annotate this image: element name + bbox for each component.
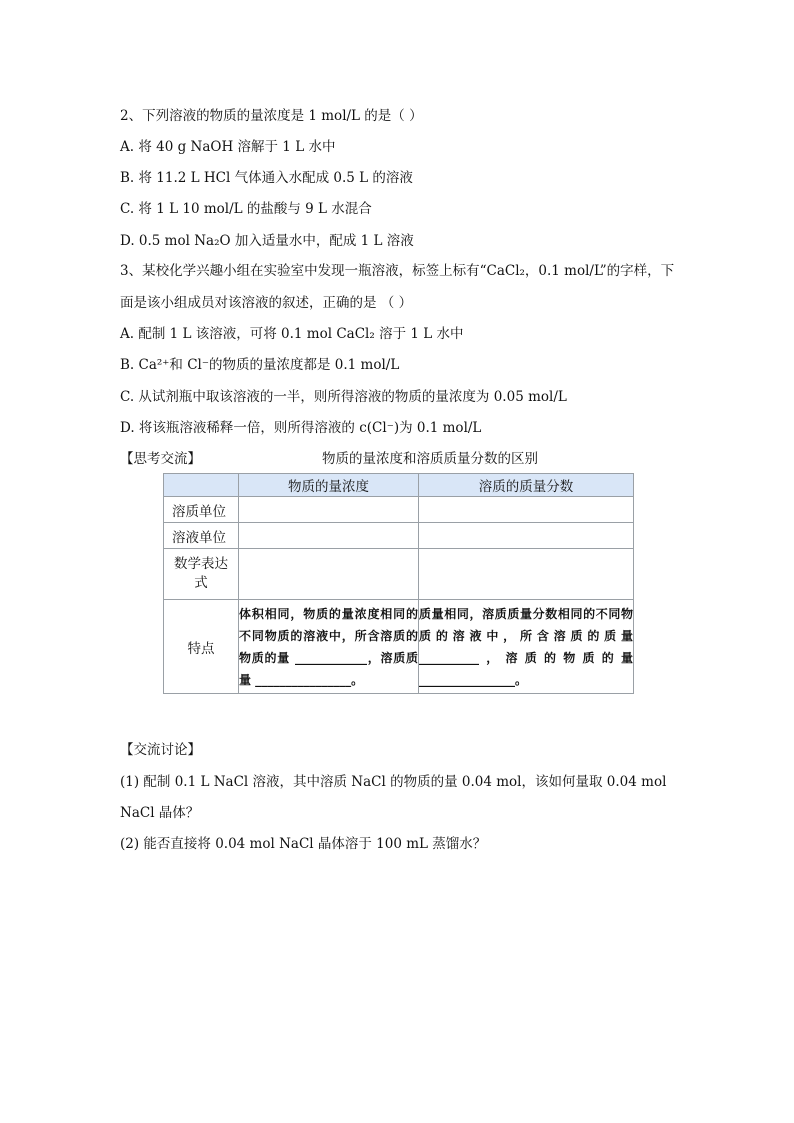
question-3-option-b: B. Ca²⁺和 Cl⁻的物质的量浓度都是 0.1 mol/L xyxy=(120,357,400,373)
table-row xyxy=(164,523,634,549)
cell-solution-unit-mass-fraction[interactable] xyxy=(419,523,634,549)
cell-solution-unit-molarity[interactable] xyxy=(239,523,419,549)
discuss-question-1-line1: (1) 配制 0.1 L NaCl 溶液，其中溶质 NaCl 的物质的量 0.04 mol，该如何量取 0.04 mol xyxy=(120,774,667,790)
question-3-option-a: A. 配制 1 L 该溶液，可将 0.1 mol CaCl₂ 溶于 1 L 水中 xyxy=(120,326,464,342)
discuss-question-2: (2) 能否直接将 0.04 mol NaCl 晶体溶于 100 mL 蒸馏水？ xyxy=(120,836,487,852)
row-label-solution-unit: 溶液单位 xyxy=(164,523,239,549)
question-2-option-a: A. 将 40 g NaOH 溶解于 1 L 水中 xyxy=(120,139,336,155)
question-2-option-d: D. 0.5 mol Na₂O 加入适量水中，配成 1 L 溶液 xyxy=(120,233,414,249)
discuss-question-1-line2: NaCl 晶体？ xyxy=(120,805,200,821)
cell-formula-molarity[interactable] xyxy=(239,549,419,600)
cell-formula-mass-fraction[interactable] xyxy=(419,549,634,600)
table-header-empty xyxy=(164,474,239,497)
table-row xyxy=(164,549,634,600)
question-3-option-d: D. 将该瓶溶液稀释一倍，则所得溶液的 c(Cl⁻)为 0.1 mol/L xyxy=(120,420,482,436)
row-label-solute-unit: 溶质单位 xyxy=(164,497,239,523)
question-2-option-c: C. 将 1 L 10 mol/L 的盐酸与 9 L 水混合 xyxy=(120,201,372,217)
cell-feature-molarity: 体积相同，物质的量浓度相同的不同物质的溶液中，所含溶质的物质的量 ____________，溶质质量 ________________。 xyxy=(239,600,419,694)
comparison-table xyxy=(163,473,634,694)
question-3-stem-line2: 面是该小组成员对该溶液的叙述，正确的是 （ ） xyxy=(120,295,413,311)
table-row xyxy=(164,600,634,694)
cell-solute-unit-molarity[interactable] xyxy=(239,497,419,523)
table-header-row xyxy=(164,474,634,497)
question-3-option-c: C. 从试剂瓶中取该溶液的一半，则所得溶液的物质的量浓度为 0.05 mol/L xyxy=(120,389,567,405)
question-2-option-b: B. 将 11.2 L HCl 气体通入水配成 0.5 L 的溶液 xyxy=(120,170,413,186)
table-header-mass-fraction: 溶质的质量分数 xyxy=(419,474,634,497)
row-label-formula: 数学表达式 xyxy=(164,549,239,600)
table-row xyxy=(164,497,634,523)
row-label-feature: 特点 xyxy=(164,600,239,694)
table-header-molarity: 物质的量浓度 xyxy=(239,474,419,497)
discuss-heading: 【交流讨论】 xyxy=(120,742,201,758)
cell-feature-mass-fraction: 质量相同，溶质质量分数相同的不同物质的溶液中，所含溶质的质量 __________，溶质的物质的量________________。 xyxy=(419,600,634,694)
cell-solute-unit-mass-fraction[interactable] xyxy=(419,497,634,523)
table-title: 物质的量浓度和溶质质量分数的区别 xyxy=(322,451,538,467)
question-3-stem-line1: 3、某校化学兴趣小组在实验室中发现一瓶溶液，标签上标有“CaCl₂，0.1 mol/L”的字样，下 xyxy=(120,263,675,279)
think-heading: 【思考交流】 xyxy=(120,451,201,467)
question-2-stem: 2、下列溶液的物质的量浓度是 1 mol/L 的是（ ） xyxy=(120,108,423,124)
